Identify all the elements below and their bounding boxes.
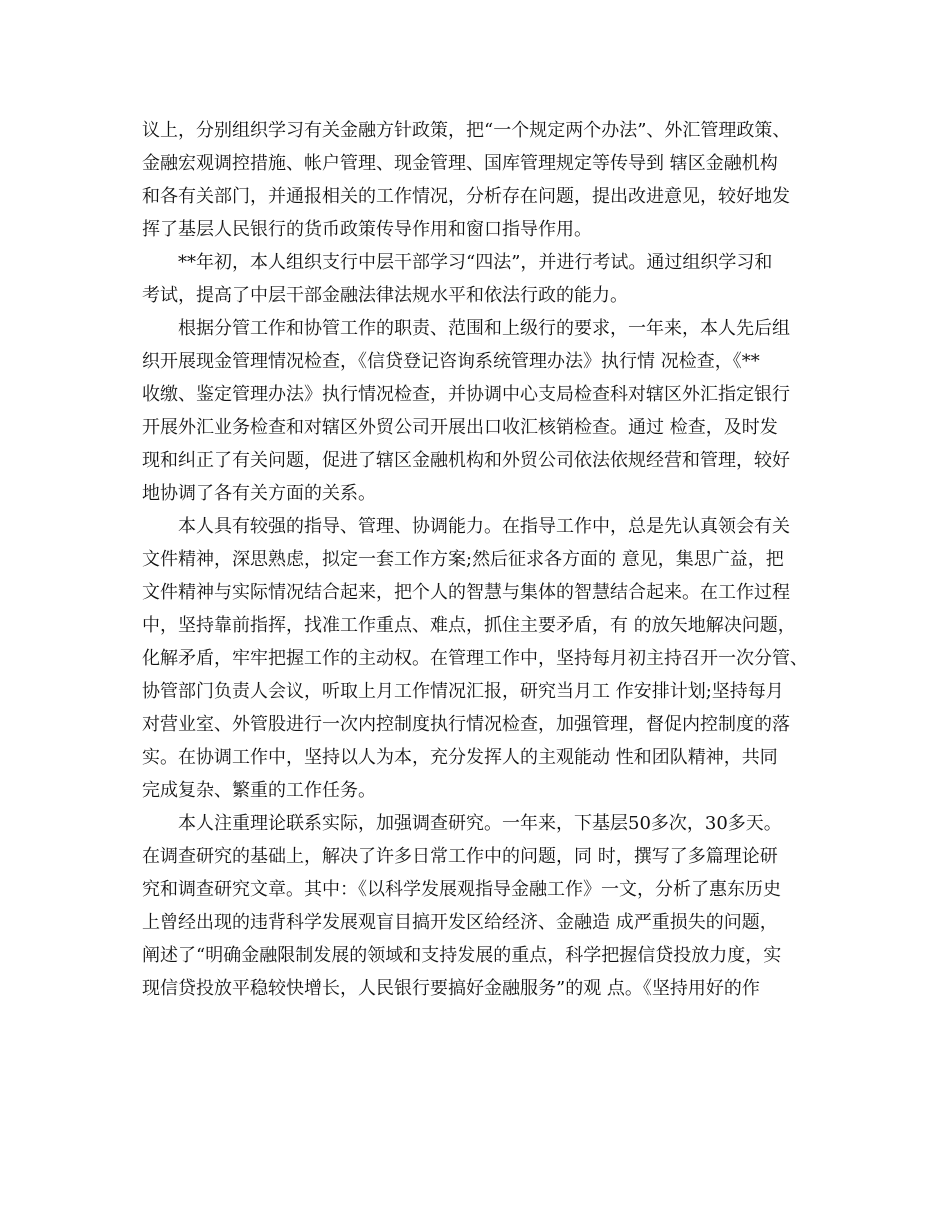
text-line: 织开展现金管理情况检查，《信贷登记咨询系统管理办法》执行情 况检查，《** [142,351,760,372]
text-line: 考试，提高了中层干部金融法律法规水平和依法行政的能力。 [142,285,628,306]
text-line: 议上，分别组织学习有关金融方针政策，把“一个规定两个办法”、外汇管理政策、 [142,120,791,141]
text-line: 实。在协调工作中，坚持以人为本，充分发挥人的主观能动 性和团队精神，共同 [142,747,778,768]
paragraph-start-line: **年初，本人组织支行中层干部学习“四法”，并进行考试。通过组织学习和 [178,252,773,273]
text-line: 金融宏观调控措施、帐户管理、现金管理、国库管理规定等传导到 辖区金融机构 [142,153,778,174]
text-line: 中，坚持靠前指挥，找准工作重点、难点，抓住主要矛盾，有 的放矢地解决问题， [142,615,796,636]
text-line: 文件精神，深思熟虑，拟定一套工作方案;然后征求各方面的 意见，集思广益，把 [142,549,784,570]
paragraph-start-line: 本人具有较强的指导、管理、协调能力。在指导工作中，总是先认真领会有关 [178,516,790,537]
text-line: 地协调了各有关方面的关系。 [142,483,376,504]
text-line: 在调查研究的基础上，解决了许多日常工作中的问题，同 时，撰写了多篇理论研 [142,846,778,867]
document-body [142,114,822,1005]
text-line: 上曾经出现的违背科学发展观盲目搞开发区给经济、金融造 成严重损失的问题， [142,912,778,933]
text-line: 阐述了“明确金融限制发展的领域和支持发展的重点，科学把握信贷投放力度，实 [142,945,782,966]
text-line: 现和纠正了有关问题，促进了辖区金融机构和外贸公司依法依规经营和管理，较好 [142,450,790,471]
text-line: 现信贷投放平稳较快增长，人民银行要搞好金融服务”的观 点。《坚持用好的作 [142,978,760,999]
text-line: 开展外汇业务检查和对辖区外贸公司开展出口收汇核销检查。通过 检查，及时发 [142,417,778,438]
text-line: 对营业室、外管股进行一次内控制度执行情况检查，加强管理，督促内控制度的落 [142,714,790,735]
text-line: 挥了基层人民银行的货币政策传导作用和窗口指导作用。 [142,219,592,240]
text-line: 化解矛盾，牢牢把握工作的主动权。在管理工作中，坚持每月初主持召开一次分管、 [142,648,808,669]
text-line: 收缴、鉴定管理办法》执行情况检查，并协调中心支局检查科对辖区外汇指定银行 [142,384,790,405]
paragraph-start-line: 本人注重理论联系实际，加强调查研究。一年来，下基层50多次，30多天。 [178,813,782,834]
text-line: 究和调查研究文章。其中：《以科学发展观指导金融工作》一文，分析了惠东历史 [142,879,781,900]
text-line: 和各有关部门，并通报相关的工作情况，分析存在问题，提出改进意见，较好地发 [142,186,790,207]
text-line: 协管部门负责人会议，听取上月工作情况汇报，研究当月工 作安排计划;坚持每月 [142,681,784,702]
text-line: 文件精神与实际情况结合起来，把个人的智慧与集体的智慧结合起来。在工作过程 [142,582,790,603]
paragraph-start-line: 根据分管工作和协管工作的职责、范围和上级行的要求，一年来，本人先后组 [178,318,790,339]
text-line: 完成复杂、繁重的工作任务。 [142,780,376,801]
